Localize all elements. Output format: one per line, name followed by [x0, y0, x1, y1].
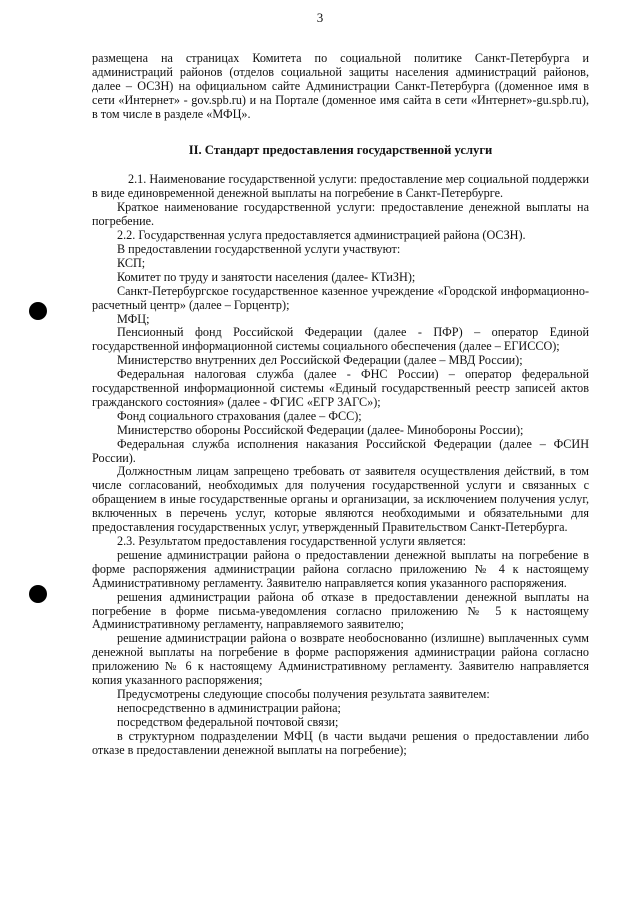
paragraph: непосредственно в администрации района;: [117, 700, 341, 715]
section-heading: II. Стандарт предоставления государственной услуги: [188, 142, 493, 157]
paragraph: МФЦ;: [117, 311, 150, 326]
paragraph: Предусмотрены следующие способы получения результата заявителем:: [117, 686, 490, 701]
document-body: [92, 52, 589, 758]
paragraph: Министерство внутренних дел Российской Федерации (далее – МВД России);: [117, 353, 523, 368]
paragraph: Краткое наименование государственной услуги: предоставление денежной выплаты на погребение.: [92, 200, 589, 229]
paragraph: решение администрации района о возврате необоснованно (излишне) выплаченных сумм денежной выплаты на погребение в форме распоряжения администрации района согласно приложению № 6 к настоящему Административному регламенту. Заявителю направляется копия указанного распоряжения;: [92, 631, 589, 688]
paragraph: решения администрации района об отказе в предоставлении денежной выплаты на погребение в форме письма-уведомления согласно приложению № 5 к настоящему Административному регламенту, направляемого заявителю;: [92, 589, 589, 632]
paragraph: Федеральная служба исполнения наказания Российской Федерации (далее – ФСИН России).: [92, 436, 589, 465]
paragraph: размещена на страницах Комитета по социальной политике Санкт-Петербурга и администраций районов (отделов социальной защиты населения администраций районов, далее – ОСЗН) на официальном сайте Администрации Санкт-Петербурга ((доменное имя в сети «Интернет» - gov.spb.ru) и на Портале (доменное имя сайта в сети «Интернет»-gu.spb.ru), в том числе в разделе «МФЦ».: [92, 51, 589, 121]
paragraph: 2.2. Государственная услуга предоставляется администрацией района (ОСЗН).: [117, 228, 526, 243]
paragraph: Министерство обороны Российской Федерации (далее- Минобороны России);: [117, 422, 524, 437]
punch-hole-mark: [29, 302, 47, 320]
paragraph: КСП;: [117, 255, 146, 270]
paragraph: 2.3. Результатом предоставления государственной услуги является:: [117, 534, 467, 548]
paragraph: Пенсионный фонд Российской Федерации (далее - ПФР) – оператор Единой государственной информационной системы социального обеспечения (далее – ЕГИССО);: [92, 325, 589, 354]
paragraph: решение администрации района о предоставлении денежной выплаты на погребение в форме распоряжения администрации района согласно приложению № 4 к настоящему Административному регламенту. Заявителю направляется копия указанного распоряжения.: [92, 547, 589, 590]
paragraph: В предоставлении государственной услуги участвуют:: [117, 241, 401, 256]
paragraph: Фонд социального страхования (далее – ФСС);: [117, 408, 362, 423]
paragraph: Должностным лицам запрещено требовать от заявителя осуществления действий, в том числе согласований, необходимых для получения государственной услуги и связанных с обращением в иные государственные органы и организации, за исключением получения услуг, включенных в перечень услуг, которые являются необходимыми и обязательными для предоставления государственных услуг, утвержденный Правительством Санкт-Петербурга.: [92, 464, 589, 535]
paragraph: Федеральная налоговая служба (далее - ФНС России) – оператор федеральной государственной информационной системы «Единый государственный реестр записей актов гражданского состояния» (далее - ФГИС «ЕГР ЗАГС»);: [92, 367, 589, 409]
paragraph: 2.1. Наименование государственной услуги: предоставление мер социальной поддержки в виде единовременной денежной выплаты на погребение в Санкт-Петербурге.: [92, 172, 589, 201]
paragraph: Санкт-Петербургское государственное казенное учреждение «Городской информационно-расчетный центр» (далее – Горцентр);: [92, 283, 589, 312]
paragraph: посредством федеральной почтовой связи;: [117, 714, 339, 729]
page-number: 3: [316, 10, 324, 25]
paragraph: в структурном подразделении МФЦ (в части выдачи решения о предоставлении либо отказе в предоставлении денежной выплаты на погребение);: [92, 728, 589, 757]
paragraph: Комитет по труду и занятости населения (далее- КТиЗН);: [117, 269, 416, 284]
punch-hole-mark: [29, 585, 47, 603]
